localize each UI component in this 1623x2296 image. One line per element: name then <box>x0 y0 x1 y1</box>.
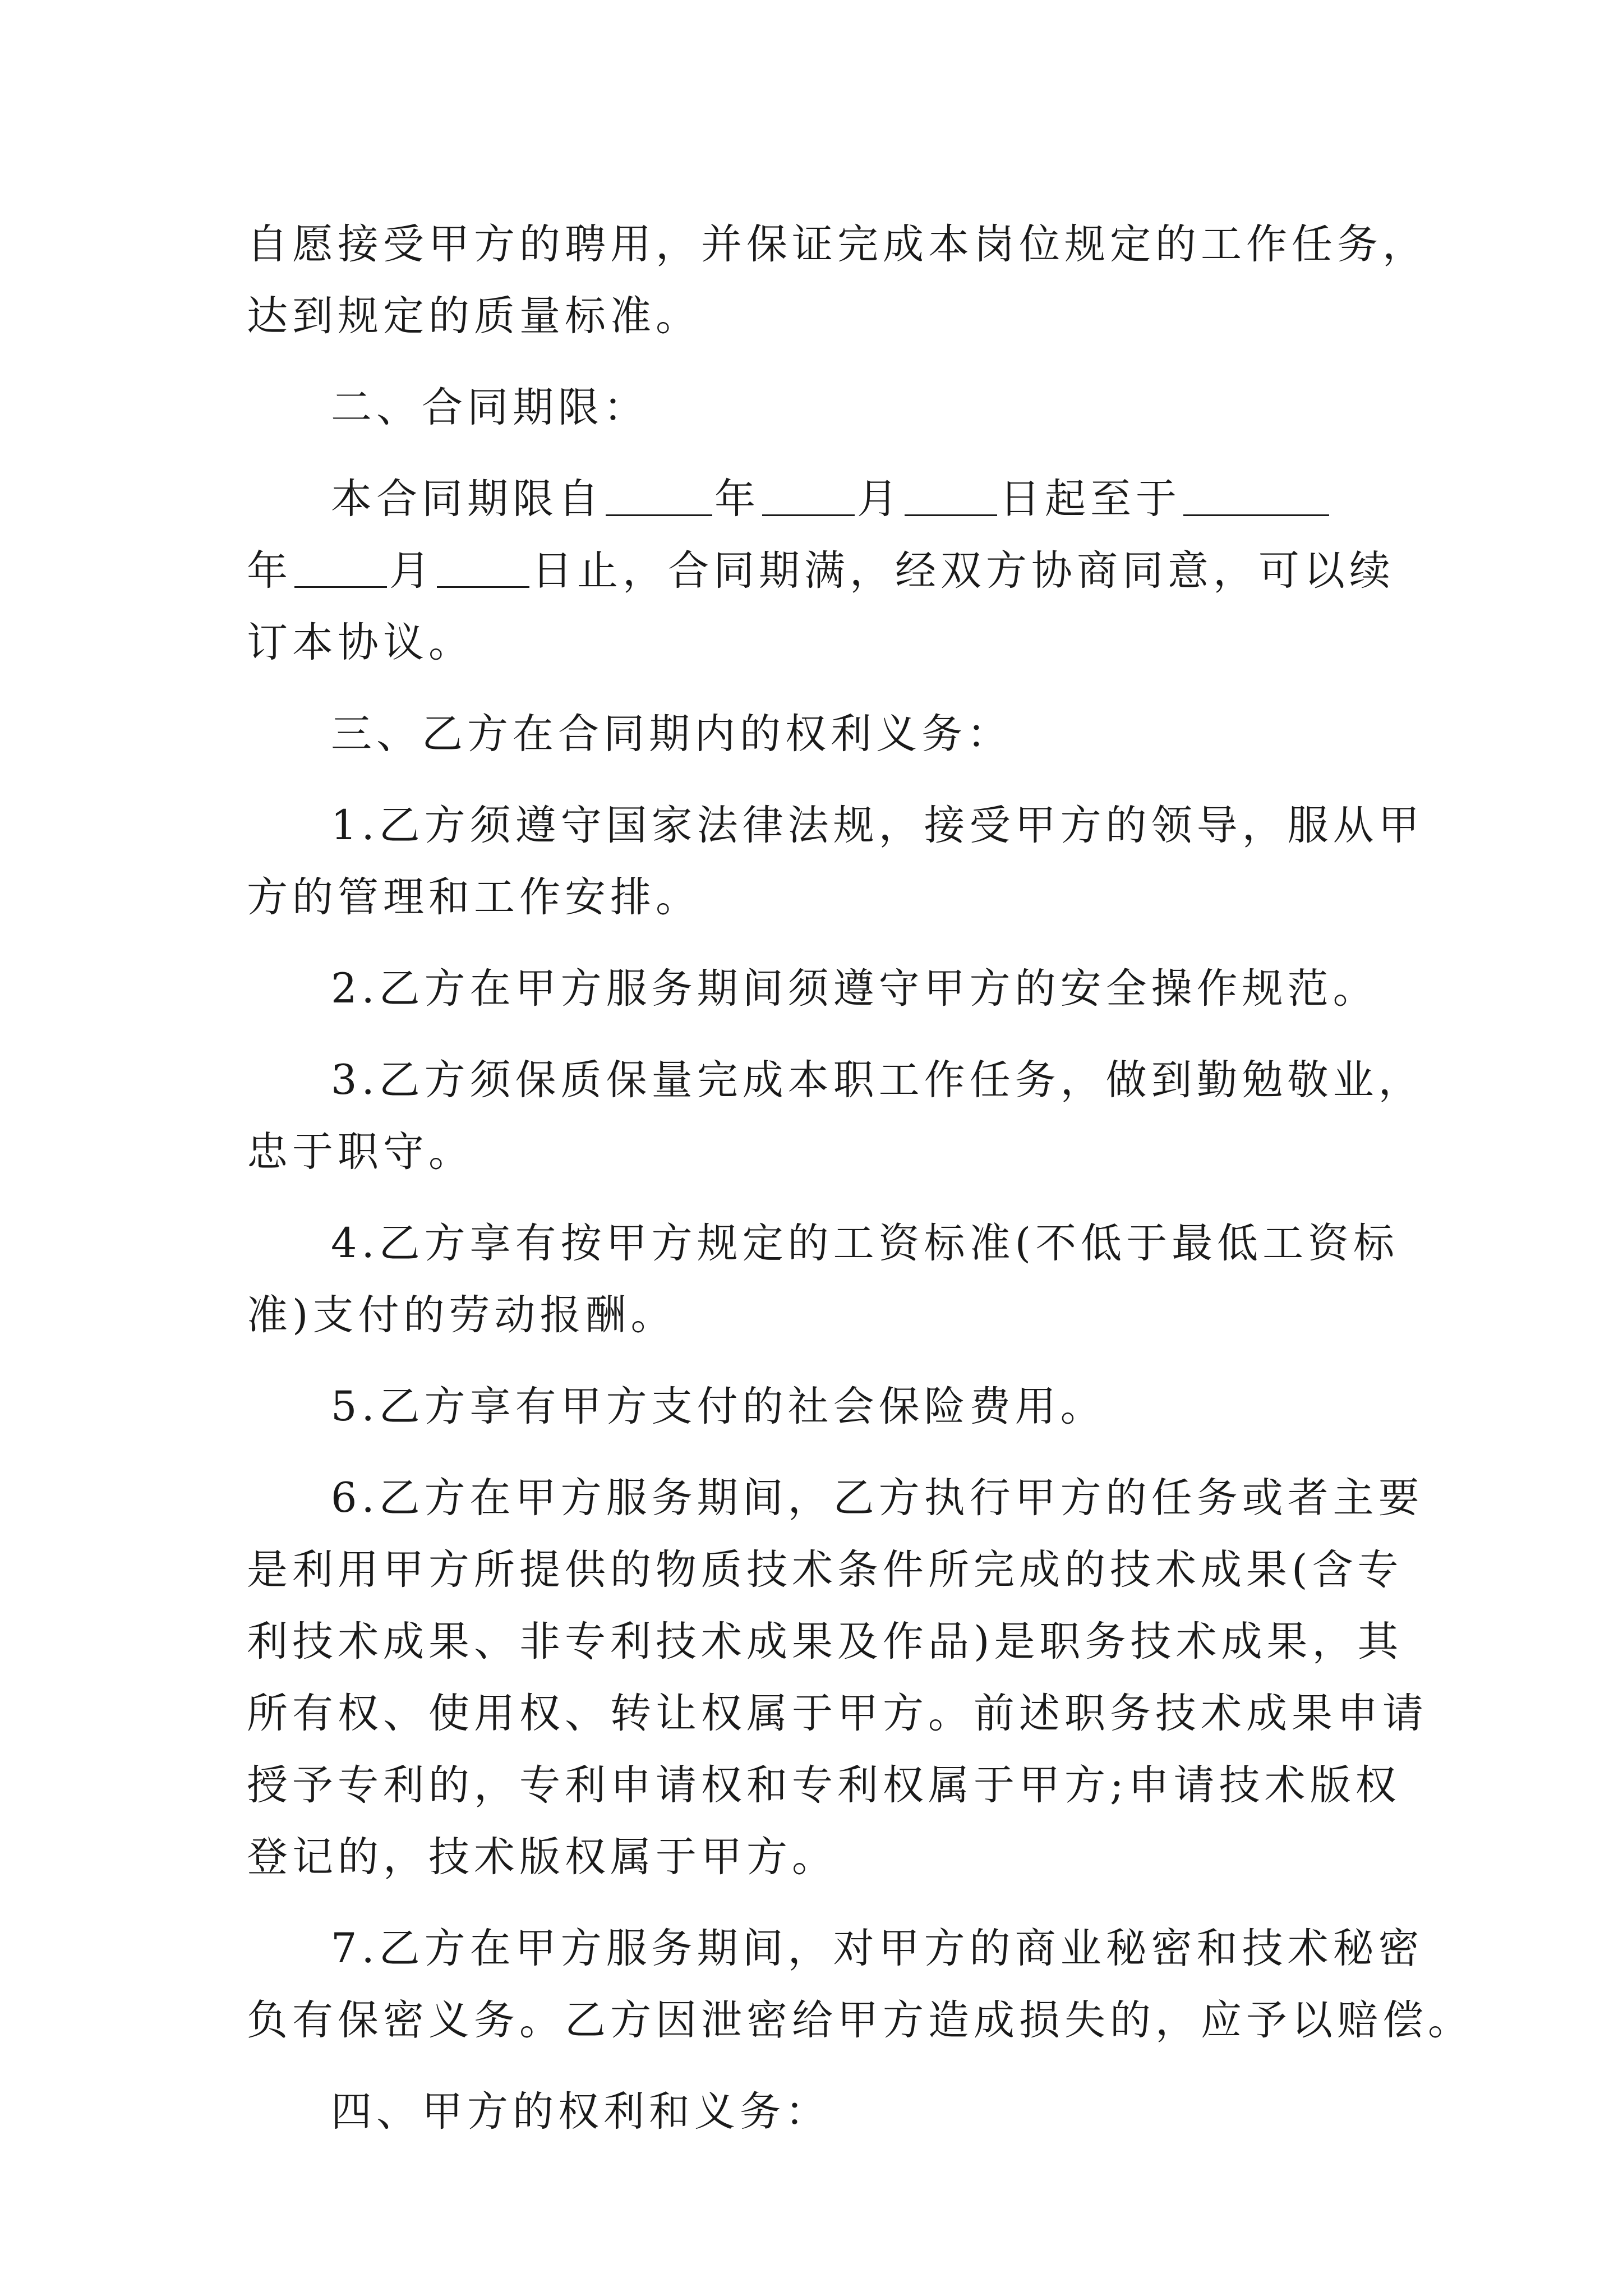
heading-text: 二、合同期限： <box>331 384 649 431</box>
text-segment: 年 <box>714 475 760 523</box>
text-line: 自愿接受甲方的聘用，并保证完成本岗位规定的工作任务， <box>247 220 1428 268</box>
text-line: 授予专利的，专利申请权和专利权属于甲方;申请技术版权 <box>247 1761 1401 1809</box>
text-line: 是利用甲方所提供的物质技术条件所完成的技术成果(含专 <box>247 1546 1403 1594</box>
text-line: 负有保密义务。乙方因泄密给甲方造成损失的，应予以赔偿。 <box>247 1996 1473 2044</box>
clause-b5 <box>247 1371 1378 1443</box>
clause-b4 <box>247 1208 1399 1351</box>
clause-b3 <box>247 1045 1424 1188</box>
text-segment: 月 <box>857 475 902 523</box>
blank-start-month <box>762 475 855 516</box>
text-line: 2.乙方在甲方服务期间须遵守甲方的安全操作规范。 <box>331 965 1378 1013</box>
blank-end-day <box>437 547 529 588</box>
blank-end-year <box>1183 475 1329 516</box>
clause-b7 <box>247 1913 1473 2056</box>
term-line-3: 订本协议。 <box>247 619 474 666</box>
contract-body <box>247 209 1473 2168</box>
text-line: 达到规定的质量标准。 <box>247 292 701 340</box>
text-line: 所有权、使用权、转让权属于甲方。前述职务技术成果申请 <box>247 1690 1428 1737</box>
clause-b1 <box>247 790 1424 933</box>
text-segment: 本合同期限自 <box>331 475 603 523</box>
heading-partya-rights <box>247 2076 1378 2148</box>
text-line: 登记的，技术版权属于甲方。 <box>247 1833 837 1881</box>
text-line: 5.乙方享有甲方支付的社会保险费用。 <box>331 1383 1106 1430</box>
blank-end-month <box>294 547 387 588</box>
paragraph-acceptance <box>247 209 1428 352</box>
text-line: 6.乙方在甲方服务期间，乙方执行甲方的任务或者主要 <box>331 1474 1424 1522</box>
heading-partyb-rights <box>247 698 1378 770</box>
heading-contract-term <box>247 372 1378 444</box>
paragraph-contract-term <box>247 463 1395 679</box>
heading-text: 四、甲方的权利和义务： <box>331 2088 831 2136</box>
text-line: 方的管理和工作安排。 <box>247 873 701 921</box>
text-segment: 日起至于 <box>999 475 1181 523</box>
text-line: 1.乙方须遵守国家法律法规，接受甲方的领导，服从甲 <box>331 802 1424 849</box>
clause-b2 <box>247 953 1378 1025</box>
text-line: 利技术成果、非专利技术成果及作品)是职务技术成果，其 <box>247 1618 1403 1665</box>
text-segment: 月 <box>389 547 435 595</box>
blank-start-year <box>606 475 712 516</box>
text-segment: 日止，合同期满，经双方协商同意，可以续 <box>532 547 1395 595</box>
heading-text: 三、乙方在合同期内的权利义务： <box>331 710 1012 758</box>
text-line: 4.乙方享有按甲方规定的工资标准(不低于最低工资标 <box>331 1220 1399 1267</box>
text-segment: 年 <box>247 547 292 595</box>
text-line: 忠于职守。 <box>247 1128 474 1176</box>
text-line: 准)支付的劳动报酬。 <box>247 1291 676 1339</box>
blank-start-day <box>905 475 997 516</box>
text-line: 3.乙方须保质保量完成本职工作任务，做到勤勉敬业， <box>331 1056 1424 1104</box>
clause-b6 <box>247 1462 1428 1893</box>
term-line-1 <box>247 463 1378 535</box>
text-line: 7.乙方在甲方服务期间，对甲方的商业秘密和技术秘密 <box>331 1925 1424 1972</box>
term-line-2 <box>247 535 1395 607</box>
